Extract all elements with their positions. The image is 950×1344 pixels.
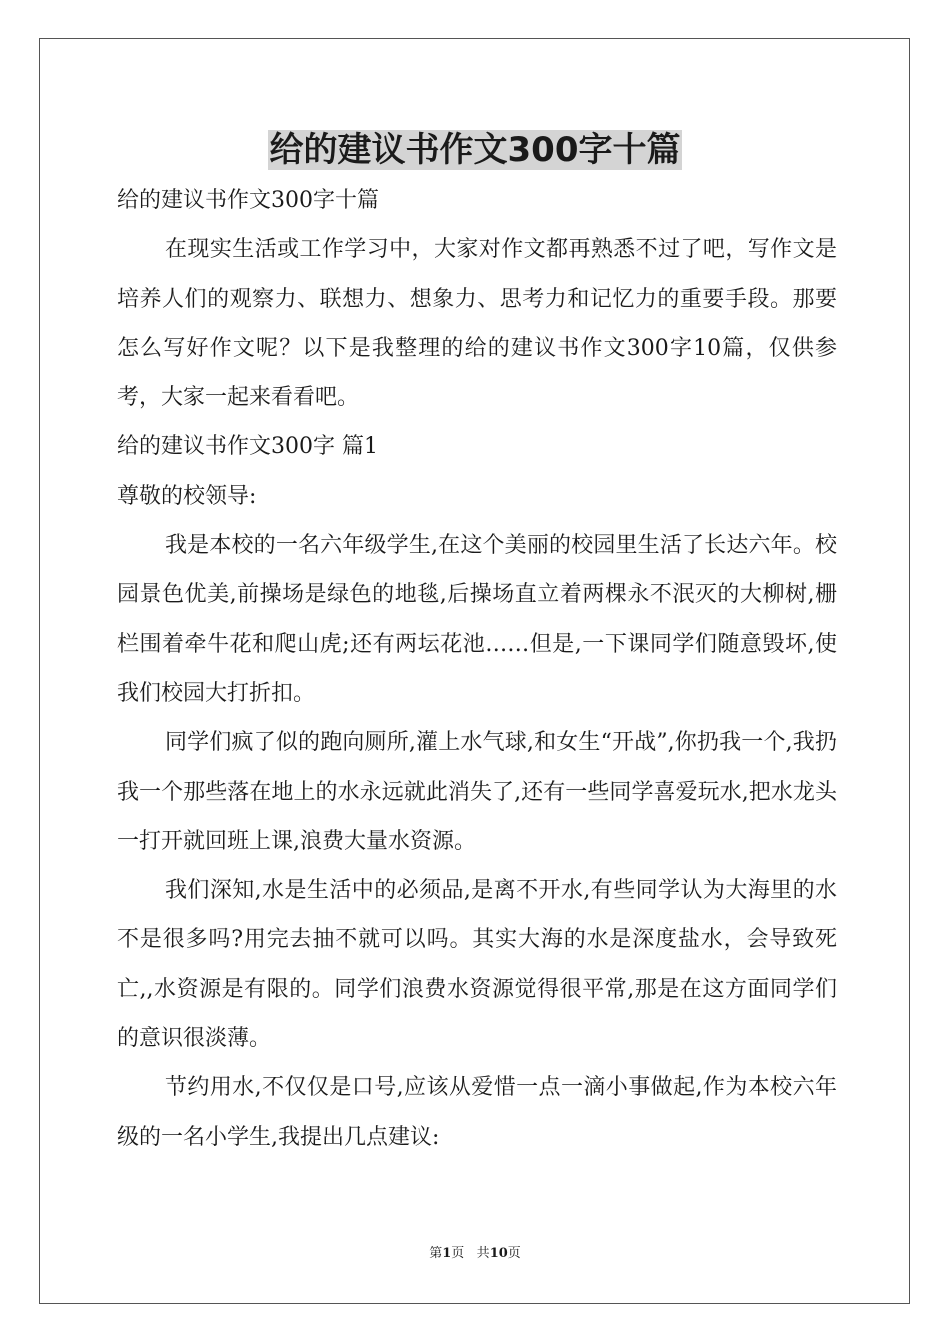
page-prefix: 第 [429,1246,443,1261]
document-body [117,176,837,1162]
section-heading: 给的建议书作文300字 篇1 [117,434,378,460]
document-title [0,124,950,176]
total-suffix: 页 [507,1246,521,1261]
page-number: 1 [442,1246,452,1261]
total-prefix: 共 [476,1246,490,1261]
title-highlight: 给的建议书作文300字十篇 [269,130,681,170]
total-pages: 10 [489,1246,508,1261]
body-paragraph: 节约用水,不仅仅是口号,应该从爱惜一点一滴小事做起,作为本校六年级的一名小学生,我提出几点建议: [117,1075,837,1150]
body-paragraph: 我们深知,水是生活中的必须品,是离不开水,有些同学认为大海里的水不是很多吗?用完去抽不就可以吗。其实大海的水是深度盐水，会导致死亡,,水资源是有限的。同学们浪费水资源觉得很平常,那是在这方面同学们的意识很淡薄。 [117,878,837,1052]
page-suffix: 页 [451,1246,465,1261]
salutation: 尊敬的校领导: [117,483,257,509]
page-footer [0,1244,950,1264]
body-paragraph: 我是本校的一名六年级学生,在这个美丽的校园里生活了长达六年。校园景色优美,前操场是绿色的地毯,后操场直立着两棵永不泯灭的大柳树,栅栏围着牵牛花和爬山虎;还有两坛花池……但是,一下课同学们随意毁坏,使我们校园大打折扣。 [117,533,837,706]
subtitle-line: 给的建议书作文300字十篇 [117,188,379,213]
body-paragraph: 同学们疯了似的跑向厕所,灌上水气球,和女生“开战”,你扔我一个,我扔我一个那些落在地上的水永远就此消失了,还有一些同学喜爱玩水,把水龙头一打开就回班上课,浪费大量水资源。 [117,730,837,854]
intro-paragraph: 在现实生活或工作学习中，大家对作文都再熟悉不过了吧，写作文是培养人们的观察力、联想力、想象力、思考力和记忆力的重要手段。那要怎么写好作文呢？以下是我整理的给的建议书作文300字10篇，仅供参考，大家一起来看看吧。 [117,237,837,411]
